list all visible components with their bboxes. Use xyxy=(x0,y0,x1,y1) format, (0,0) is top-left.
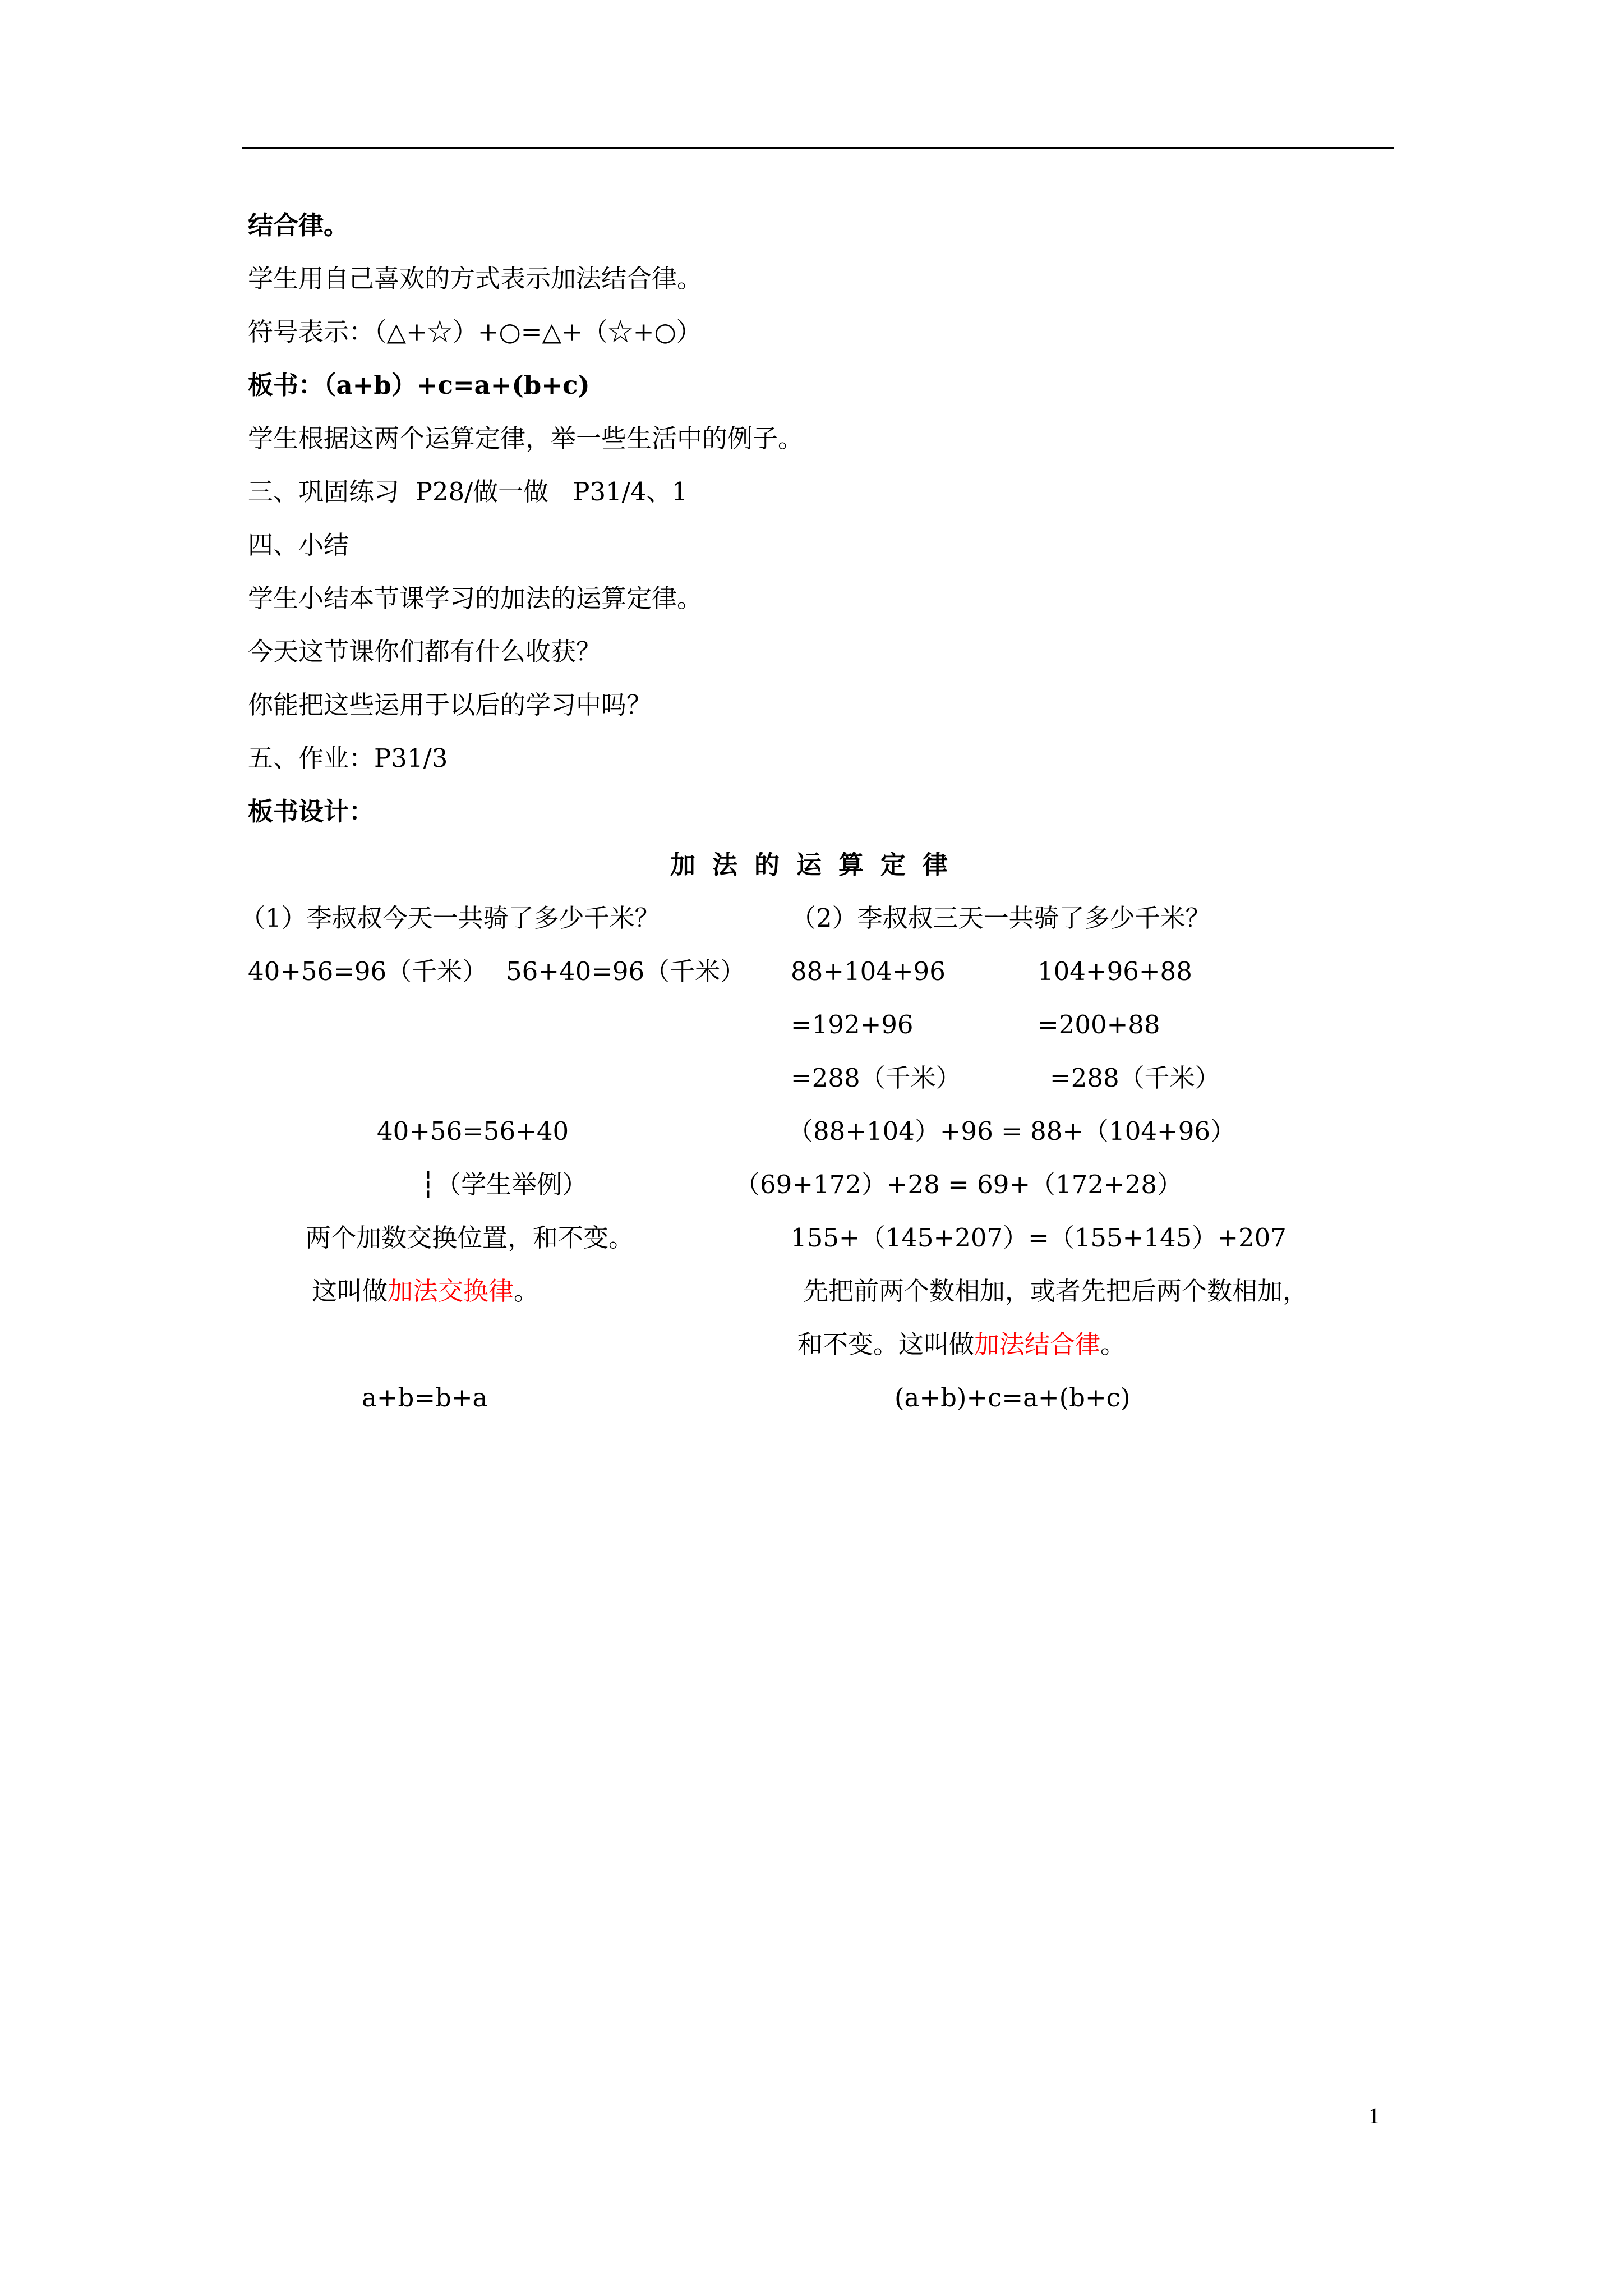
board-right-desc: 先把前两个数相加，或者先把后两个数相加， xyxy=(803,1276,1308,1306)
text-line: 结合律。 xyxy=(248,210,349,240)
associative-law-term: 加法结合律 xyxy=(974,1329,1101,1359)
text-line: 学生根据这两个运算定律，举一些生活中的例子。 xyxy=(248,424,804,453)
board-right-question: （2）李叔叔三天一共骑了多少千米？ xyxy=(791,903,1211,933)
text-line: 三、巩固练习 P28/做一做 P31/4、1 xyxy=(248,477,688,507)
board-right-col1-row1: 88+104+96 xyxy=(791,956,946,986)
board-right-formula: (a+b)+c=a+(b+c) xyxy=(895,1383,1131,1412)
board-left-formula: a+b=b+a xyxy=(362,1383,488,1412)
board-left-eq2: 56+40=96（千米） xyxy=(506,956,746,986)
board-right-col1-row3: =288（千米） xyxy=(791,1063,961,1093)
board-right-col1-row2: =192+96 xyxy=(791,1010,914,1039)
law-prefix: 这叫做 xyxy=(312,1276,388,1306)
text-line: 你能把这些运用于以后的学习中吗？ xyxy=(248,690,652,720)
text-line: 四、小结 xyxy=(248,530,349,560)
page-number: 1 xyxy=(1368,2103,1380,2128)
board-left-eq1: 40+56=96（千米） xyxy=(248,956,488,986)
header-rule xyxy=(242,147,1394,149)
text-line: 符号表示：（△+☆）+○=△+（☆+○） xyxy=(248,317,702,347)
board-left-law-name xyxy=(312,1274,539,1308)
board-right-example3: 155+（145+207）=（155+145）+207 xyxy=(791,1223,1287,1253)
board-right-law-name xyxy=(797,1328,1126,1361)
law-suffix: 。 xyxy=(1100,1329,1126,1359)
text-line: 今天这节课你们都有什么收获？ xyxy=(248,637,602,666)
law-prefix: 和不变。这叫做 xyxy=(797,1329,975,1359)
law-suffix: 。 xyxy=(514,1276,540,1306)
board-left-mark: ┆（学生举例） xyxy=(421,1170,588,1199)
board-left-eq3: 40+56=56+40 xyxy=(377,1116,569,1146)
text-line: 五、作业：P31/3 xyxy=(248,743,448,773)
board-right-col2-row3: =288（千米） xyxy=(1050,1063,1220,1093)
commutative-law-term: 加法交换律 xyxy=(388,1276,514,1306)
board-right-example2: （69+172）+28 = 69+（172+28） xyxy=(735,1170,1182,1199)
text-line: 板书：（a+b）+c=a+(b+c) xyxy=(248,370,590,400)
board-left-question: （1）李叔叔今天一共骑了多少千米？ xyxy=(240,903,660,933)
text-line: 学生用自己喜欢的方式表示加法结合律。 xyxy=(248,264,703,293)
board-left-desc: 两个加数交换位置，和不变。 xyxy=(306,1223,634,1253)
text-line: 板书设计： xyxy=(248,797,375,826)
board-right-col2-row2: =200+88 xyxy=(1038,1010,1160,1039)
board-right-col2-row1: 104+96+88 xyxy=(1038,956,1192,986)
text-line: 学生小结本节课学习的加法的运算定律。 xyxy=(248,583,703,613)
board-right-example1: （88+104）+96 = 88+（104+96） xyxy=(788,1116,1235,1146)
board-title: 加法的运算定律 xyxy=(670,850,965,880)
